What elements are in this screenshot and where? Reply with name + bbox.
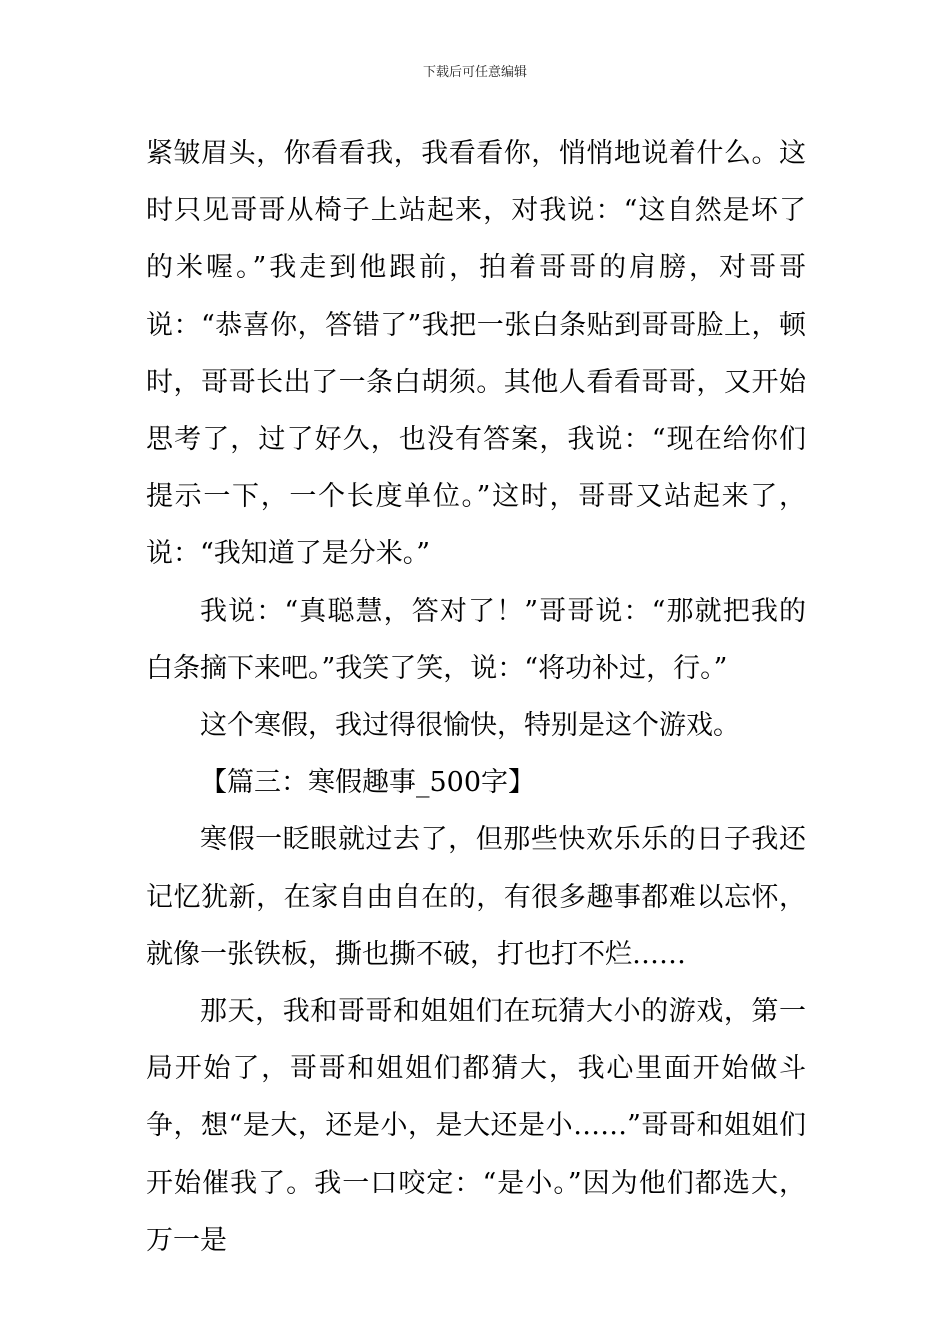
section-heading: 【篇三：寒假趣事_500字】 xyxy=(200,767,536,799)
paragraph-4: 寒假一眨眼就过去了，但那些快欢乐乐的日子我还记忆犹新，在家自由自在的，有很多趣事都难以忘怀，就像一张铁板，撕也撕不破，打也打不烂…… xyxy=(146,824,806,970)
document-body xyxy=(146,125,806,1269)
paragraph-1: 紧皱眉头，你看看我，我看看你，悄悄地说着什么。这时只见哥哥从椅子上站起来，对我说：“这自然是坏了的米喔。”我走到他跟前，拍着哥哥的肩膀，对哥哥说：“恭喜你，答错了”我把一张白条贴到哥哥脸上，顿时，哥哥长出了一条白胡须。其他人看看哥哥，又开始思考了，过了好久，也没有答案，我说：“现在给你们提示一下，一个长度单位。”这时，哥哥又站起来了，说：“我知道了是分米。” xyxy=(146,138,806,570)
paragraph-5: 那天，我和哥哥和姐姐们在玩猜大小的游戏，第一局开始了，哥哥和姐姐们都猜大，我心里面开始做斗争，想“是大，还是小，是大还是小……”哥哥和姐姐们开始催我了。我一口咬定：“是小。”因为他们都选大，万一是 xyxy=(146,996,806,1256)
paragraph-3: 这个寒假，我过得很愉快，特别是这个游戏。 xyxy=(200,710,740,742)
paragraph-2: 我说：“真聪慧，答对了！”哥哥说：“那就把我的白条摘下来吧。”我笑了笑，说：“将功补过，行。” xyxy=(146,595,806,684)
page-header: 下载后可任意编辑 xyxy=(422,65,527,80)
